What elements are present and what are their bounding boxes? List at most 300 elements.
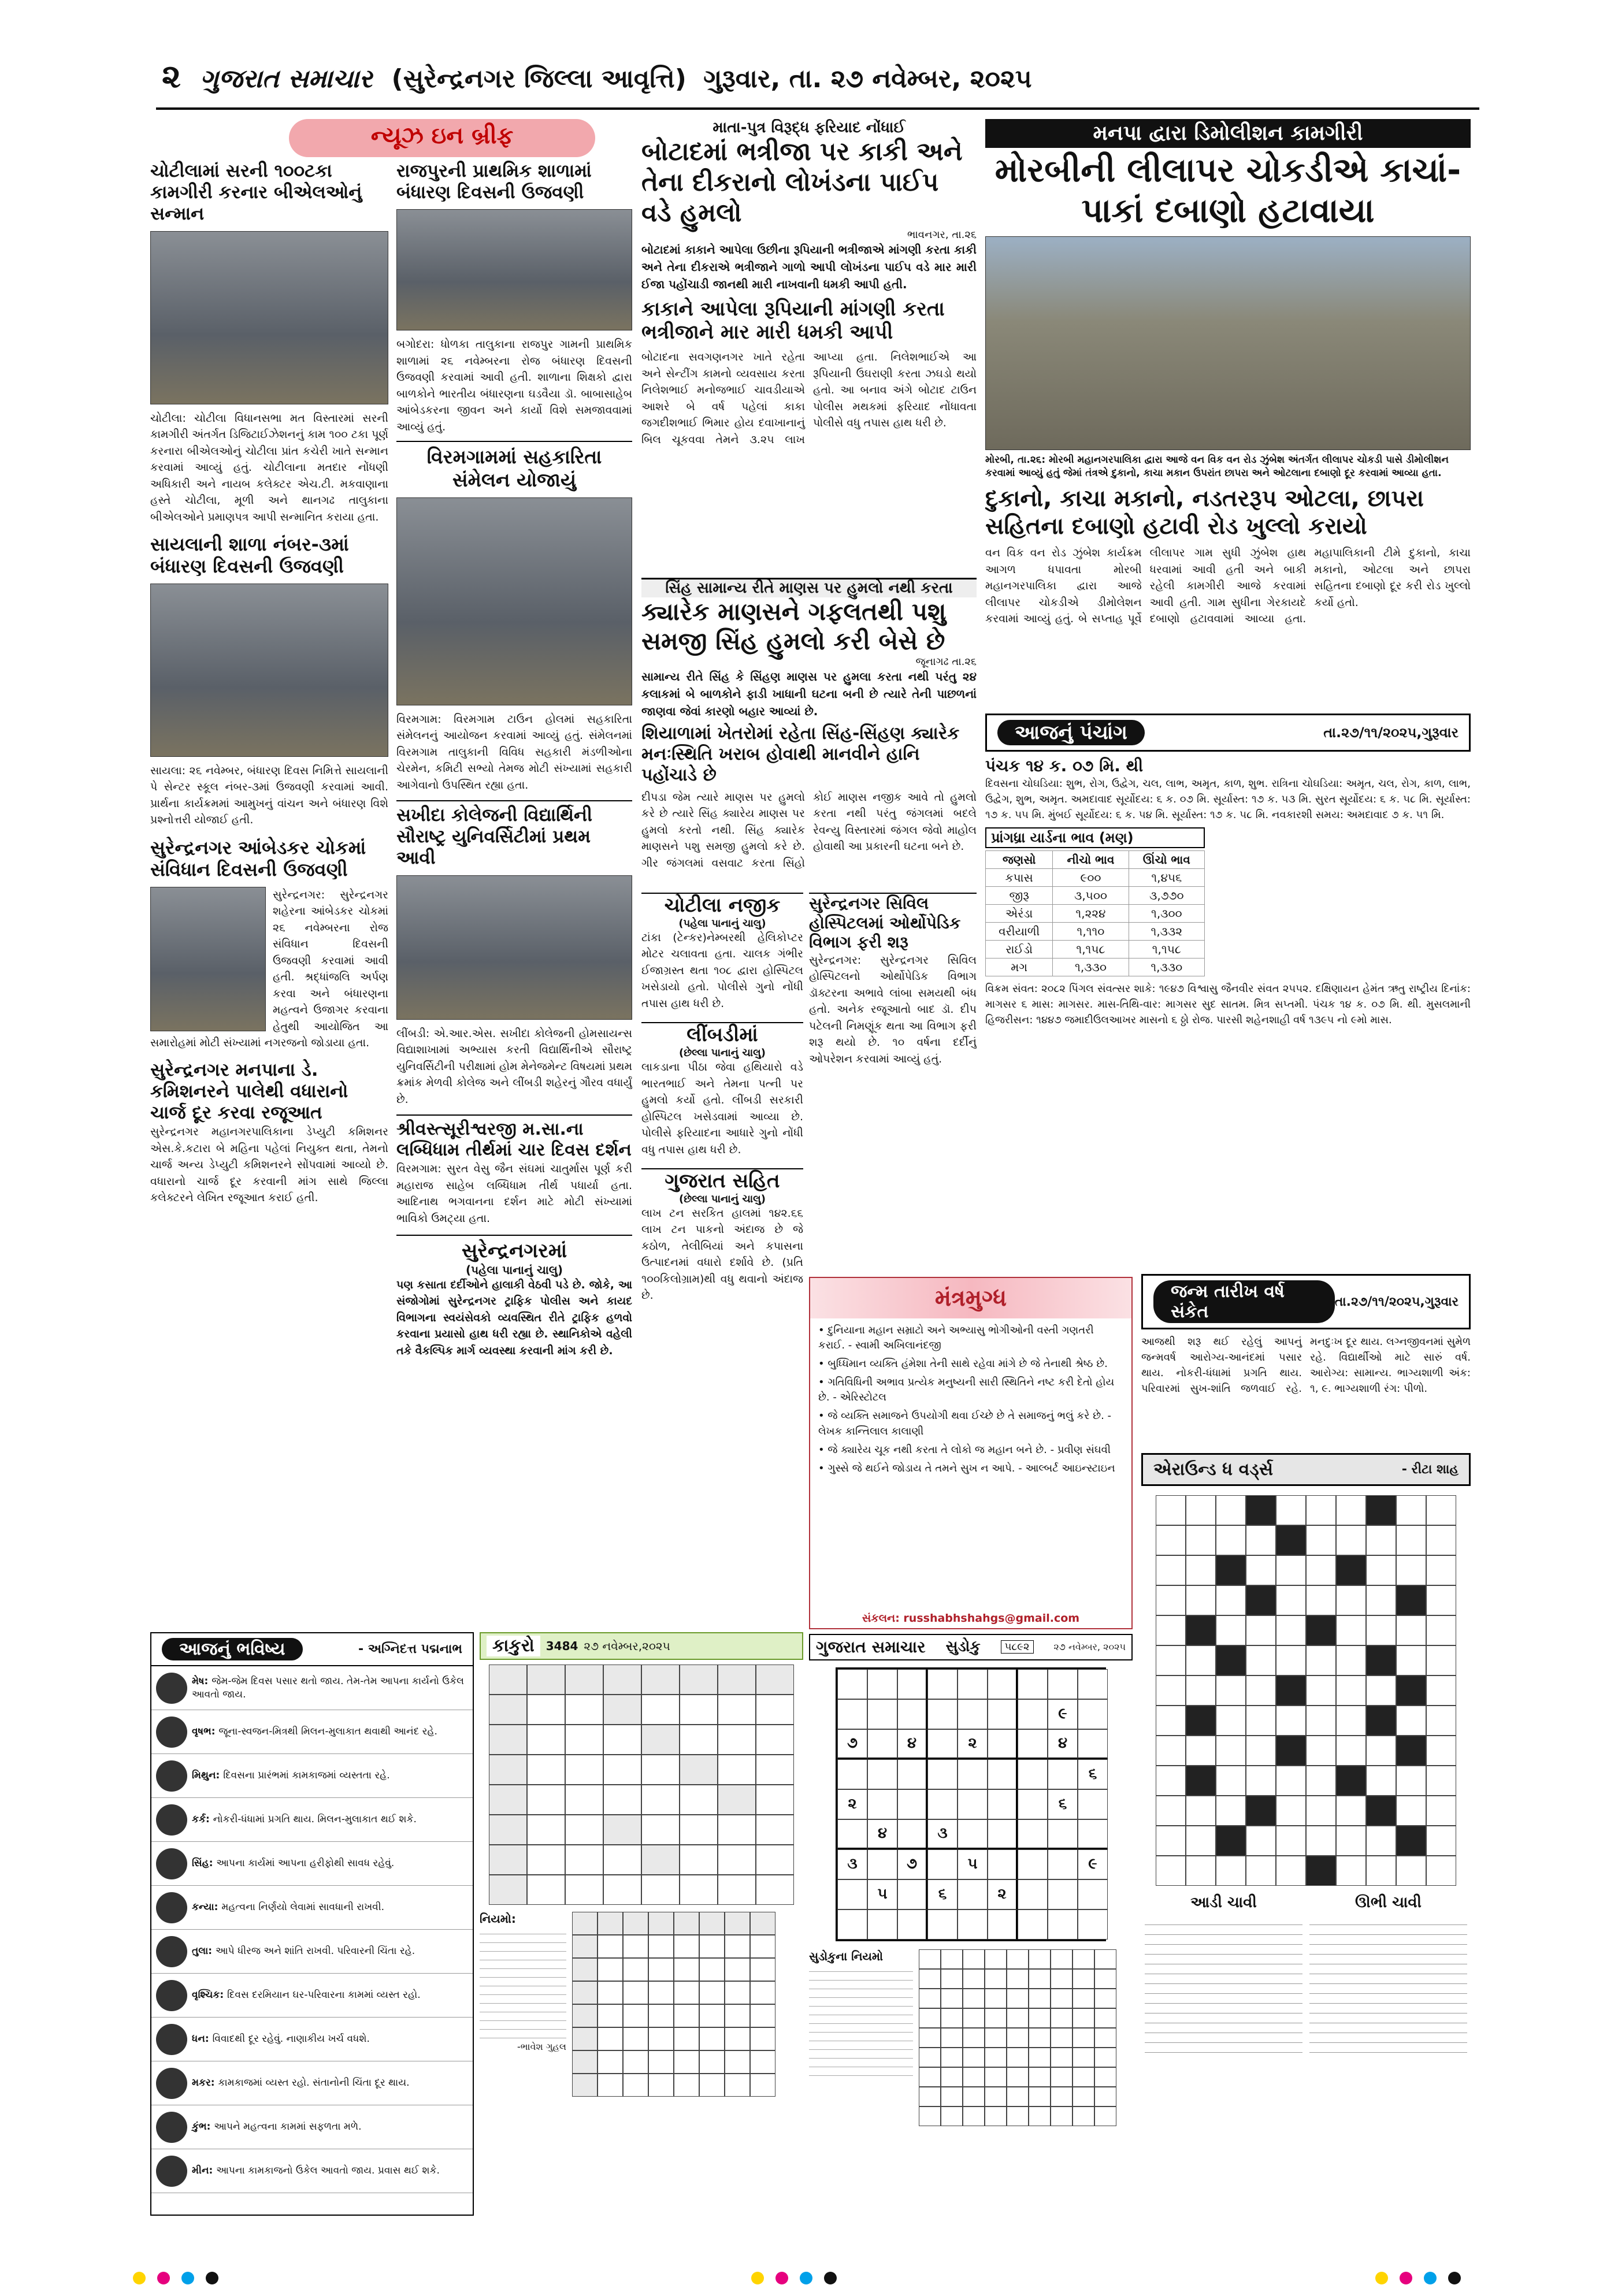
crossword-cell (1186, 1706, 1216, 1736)
sudoku-solution-cell (1029, 2028, 1051, 2048)
kakuro-solution-cell (648, 2050, 674, 2074)
crossword-cell (1366, 1706, 1396, 1736)
sudoku-cell (867, 1849, 897, 1879)
yellow-mark (751, 2272, 764, 2284)
yard-table-row (986, 887, 1205, 905)
sudoku-cell: ૨ (958, 1729, 988, 1759)
zodiac-icon (156, 1980, 187, 2011)
yard-table-title: પ્રાંગધ્રા યાર્ડના ભાવ (મણ) (985, 827, 1205, 849)
yard-table-row (986, 905, 1205, 923)
sign-name: વૃષભ: (192, 1726, 219, 1738)
crossword-cell (1276, 1706, 1306, 1736)
sudoku-solution-cell (963, 2106, 985, 2126)
horoscope-row (151, 2061, 473, 2105)
ambedkar-chowk-body: સુરેન્દ્રનગર: સુરેન્દ્રનગર શહેરના આંબેડકર ચોકમાં ૨૬ નવેમ્બરના રોજ સંવિધાન દિવસની ઉજવણી કરવામાં આવી હતી. શ્રદ્ધાંજલિ અર્પણ કરવા અને બંધારણના મહત્વને ઉજાગર કરવાના હેતુથી આયોજિત આ સમારોહમાં મોટી સંખ્યામાં નગરજનો જોડાયા હતા. (150, 888, 388, 1050)
crossword-grid (1156, 1495, 1456, 1886)
sudoku-cell (988, 1729, 1018, 1759)
sudoku-grid (836, 1667, 1106, 1941)
sudoku-cell: ૭ (837, 1729, 867, 1759)
kakuro-cell (527, 1695, 565, 1725)
sudoku-rules-title: સુડોકુના નિયમો (809, 1949, 883, 1963)
sudoku-solution-cell (1073, 2048, 1094, 2067)
kakuro-solution-cell (598, 1958, 623, 1981)
sudoku-solution-cell (1007, 2087, 1029, 2106)
kakuro-solution-cell (648, 2004, 674, 2027)
kakuro-solution-cell (674, 2074, 699, 2097)
sudoku-solution-cell (985, 2028, 1007, 2048)
panchang-date: તા.૨૭/૧૧/૨૦૨૫,ગુરૂવાર (1323, 725, 1459, 741)
crossword-cell (1276, 1585, 1306, 1615)
kakuro-solution-cell (725, 2050, 750, 2074)
sudoku-solution-cell (1051, 2008, 1073, 2028)
kakuro-solution-cell (750, 2004, 775, 2027)
kakuro-cell (756, 1845, 794, 1875)
kakuro-cell (718, 1815, 756, 1845)
crossword-cell (1336, 1796, 1366, 1826)
sudoku-solution-cell (1007, 2048, 1029, 2067)
kakuro-solution-cell (699, 1912, 725, 1935)
horoscope-row (151, 2105, 473, 2149)
crossword-cell (1276, 1736, 1306, 1766)
sudoku-cell (958, 1909, 988, 1940)
sudoku-cell (988, 1849, 1018, 1879)
sudoku-cell (958, 1819, 988, 1849)
crossword-cell (1366, 1766, 1396, 1796)
crossword-cell (1216, 1675, 1246, 1706)
kakuro-cell (489, 1725, 527, 1755)
sudoku-solution-cell (919, 2087, 941, 2106)
crossword-cell (1426, 1766, 1456, 1796)
registration-marks-right (1375, 2272, 1461, 2284)
yard-table-row (986, 941, 1205, 958)
kakuro-solution-cell (674, 1981, 699, 2004)
sudoku-solution-cell (919, 1989, 941, 2008)
sudoku-solution-cell (1029, 1989, 1051, 2008)
crossword-cell (1426, 1645, 1456, 1675)
kakuro-solution-cell (725, 1981, 750, 2004)
kakuro-solution-cell (572, 1935, 598, 1958)
sudoku-solution-cell (985, 2106, 1007, 2126)
botad-subhead: કાકાને આપેલા રૂપિયાની માંગણી કરતા ભત્રીજાને માર મારી ધમકી આપી (641, 297, 945, 344)
page-number: ૨ (162, 58, 181, 95)
sudoku-cell (837, 1669, 867, 1699)
kakuro-cell (489, 1875, 527, 1905)
crossword-cell (1156, 1766, 1186, 1796)
crossword-cell (1276, 1495, 1306, 1525)
sudoku-solution-cell (1051, 1949, 1073, 1969)
kakuro-cell (680, 1815, 718, 1845)
registration-marks-center (751, 2272, 837, 2284)
crossword-cell (1216, 1826, 1246, 1856)
crossword-cell (1186, 1826, 1216, 1856)
sudoku-solution-cell (941, 2106, 963, 2126)
sign-name: મેષ: (192, 1675, 212, 1687)
sudoku-cell (958, 1759, 988, 1789)
sudoku-cell (897, 1909, 927, 1940)
sayla-school-body: સાયલા: ૨૬ નવેમ્બર, બંધારણ દિવસ નિમિત્તે સાયલાની પે સેન્ટર સ્કૂલ નંબર-૩માં ઉજવણી કરવામાં આવી. પ્રાર્થના કાર્યક્રમમાં આમુખનું વાંચન અને બંધારણ વિશે પ્રશ્નોત્તરી યોજાઈ હતી. (150, 764, 388, 827)
sudoku-solution-cell (941, 2067, 963, 2087)
sudoku-solution-cell (1007, 1989, 1029, 2008)
sudoku-solution-cell (1073, 2067, 1094, 2087)
lion-kicker: સિંહ સામાન્ય રીતે માણસ પર હુમલો નથી કરતા (641, 579, 977, 597)
sudoku-solution-cell (1094, 2067, 1116, 2087)
sudoku-cell (1018, 1819, 1048, 1849)
labdhidham-headline: શ્રીવસ્ત્સૂરીશ્વરજી મ.સા.ના લબ્ધિધામ તીર્થમાં ચાર દિવસ દર્શન (396, 1114, 632, 1161)
zodiac-icon (156, 2156, 187, 2187)
sudoku-solution-cell (919, 2048, 941, 2067)
kakuro-cell (489, 1785, 527, 1815)
kakuro-solution-cell (674, 2027, 699, 2050)
sudoku-rules-text (809, 1963, 913, 2079)
magenta-mark (775, 2272, 788, 2284)
horoscope-text: મેષ: જેમ-જેમ દિવસ પસાર થતો જાય. તેમ-તેમ આપના કાર્યનો ઉકેલ આવતો જાય. (192, 1675, 465, 1700)
surendranagar-carryover-title: સુરેન્દ્રનગરમાં (396, 1235, 632, 1263)
kakuro-cell (641, 1665, 680, 1695)
botad-story (641, 119, 977, 575)
crossword-cell (1306, 1856, 1336, 1886)
sudoku-solution-cell (985, 2048, 1007, 2067)
kakuro-solution-cell (572, 1981, 598, 2004)
crossword-cell (1156, 1856, 1186, 1886)
sudoku-solution-cell (985, 1989, 1007, 2008)
panchang-body-2: વિક્રમ સંવત: ૨૦૮૨ પિંગલ સંવત્સર શાકે: ૧૯૪૭ વિશ્વાસુ જૈનવીર સંવત ૨૫૫૨. દક્ષિણાયન હેમંત ઋતુ રાષ્ટ્રીય દિનાંક: માગસર ૬ માસ: માગસર. માસ-તિથિ-વાર: માગસર સુદ સાતમ. મિત્ર સપ્તમી. પંચક ૧૪ ક. ૦૭ મિ. થી. મુસલમાની હિજરીસન: ૧૪૪૭ જમાદીઉલઆખર માસનો ૬ ઠ્ઠો રોજ. પારસી શહેનશાહી વર્ષ ૧૩૯૫ નો ૯મો માસ. (985, 983, 1471, 1027)
sudoku-solution-cell (1094, 2106, 1116, 2126)
ambedkar-statue-photo (150, 887, 266, 1031)
registration-marks-left (133, 2272, 218, 2284)
kakuro-solution-cell (648, 1981, 674, 2004)
yard-table-cell: એરંડા (986, 905, 1053, 923)
sign-name: મકર: (192, 2077, 218, 2089)
brief-column-2 (396, 161, 632, 1628)
crossword-cell (1156, 1826, 1186, 1856)
sudoku-solution-cell (941, 2087, 963, 2106)
horoscope-row (151, 1974, 473, 2018)
crossword-cell (1396, 1495, 1426, 1525)
botad-headline: બોટાદમાં ભત્રીજા પર કાકી અને તેના દીકરાનો લોખંડના પાઈપ વડે હુમલો (641, 137, 963, 228)
sign-name: તુલા: (192, 1945, 216, 1957)
mantra-list (810, 1318, 1131, 1484)
lion-dateline: જૂનાગઢ તા.૨૬ (915, 655, 977, 668)
crossword-cell (1216, 1856, 1246, 1886)
sudoku-cell (867, 1759, 897, 1789)
kakuro-solution-cell (674, 1935, 699, 1958)
sayla-school-headline: સાયલાની શાળા નંબર-૩માં બંધારણ દિવસની ઉજવણી (150, 533, 349, 578)
crossword-cell (1276, 1555, 1306, 1585)
sudoku-cell (988, 1789, 1018, 1819)
kakuro-solution-cell (623, 2074, 648, 2097)
crossword-cell (1306, 1796, 1336, 1826)
horoscope-text: વૃશ્ચિક: દિવસ દરમિયાન ઘર-પરિવારના કામમાં વ્યસ્ત રહો. (192, 1989, 421, 2001)
mantra-title: મંત્રમુગ્ધ (810, 1278, 1131, 1318)
cyan-mark (1424, 2272, 1437, 2284)
panchang-body: દિવસના ચોઘડિયા: શુભ, રોગ, ઉદ્વેગ, ચલ, લાભ, અમૃત, કાળ, શુભ. રાત્રિના ચોઘડિયા: અમૃત, ચલ, રોગ, કાળ, લાભ, ઉદ્વેગ, શુભ, અમૃત. અમદાવાદ સૂર્યોદય: ૬ ક. ૦૭ મિ. સૂર્યાસ્ત: ૧૭ ક. ૫૩ મિ. સુરત સૂર્યોદય: ૬ ક. ૫૮ મિ. સૂર્યાસ્ત: ૧૭ ક. ૫૫ મિ. મુંબઈ સૂર્યોદય: ૬ ક. ૫૪ મિ. સૂર્યાસ્ત: ૧૭ ક. ૫૮ મિ. નવકારશી સમય: અમદાવાદ ૭ ક. ૫૧ મિ. (985, 777, 1471, 821)
sudoku-cell: ૭ (897, 1849, 927, 1879)
crossword-cell (1366, 1796, 1396, 1826)
crossword-cell (1366, 1645, 1396, 1675)
sudoku-solution-cell (963, 1949, 985, 1969)
sudoku-solution-cell (919, 1949, 941, 1969)
sudoku-solution-cell (1029, 2087, 1051, 2106)
crossword-cell (1426, 1826, 1456, 1856)
crossword-cell (1396, 1555, 1426, 1585)
crossword-cell (1306, 1585, 1336, 1615)
crossword-cell (1156, 1675, 1186, 1706)
crossword-cell (1216, 1645, 1246, 1675)
sudoku-solution-cell (1073, 1989, 1094, 2008)
cyan-mark (181, 2272, 194, 2284)
across-title: આડી ચાવી (1190, 1894, 1257, 1911)
horoscope-list (151, 1666, 473, 2193)
sudoku-cell (897, 1879, 927, 1909)
panchang-title: આજનું પંચાંગ (997, 720, 1145, 745)
chotila-carryover-sub: (પહેલા પાનાનું ચાલુ) (678, 917, 766, 930)
sudoku-solution-cell (1051, 2028, 1073, 2048)
kakuro-cell (527, 1845, 565, 1875)
crossword-cell (1186, 1645, 1216, 1675)
deputy-commissioner-body: સુરેન્દ્રનગર મહાનગરપાલિકાના ડેપ્યુટી કમિશનર એસ.કે.કટારા બે મહિના પહેલાં નિયુક્ત થતા, તેમનો ચાર્જ અન્ય ડેપ્યુટી કમિશનરને સોંપવામાં આવ્યો છે. વધારાનો ચાર્જ દૂર કરવાની માંગ સાથે જિલ્લા કલેક્ટરને લેખિત રજૂઆત કરાઈ હતી. (150, 1125, 388, 1205)
rajpur-school-headline: રાજપુરની પ્રાથમિક શાળામાં બંધારણ દિવસની ઉજવણી (396, 161, 592, 203)
botad-kicker: માતા-પુત્ર વિરૂદ્ધ ફરિયાદ નોંધાઈ (712, 119, 906, 136)
sign-name: ધન: (192, 2033, 213, 2045)
kakuro-cell (527, 1755, 565, 1785)
kakuro-cell (718, 1665, 756, 1695)
sudoku-solution-cell (941, 2048, 963, 2067)
sudoku-solution-cell (1051, 1989, 1073, 2008)
yard-table-row (986, 869, 1205, 887)
lion-subhead: શિયાળામાં ખેતરોમાં રહેતા સિંહ-સિંહણ ક્યારેક મનઃસ્થિતિ ખરાબ હોવાથી માનવીને હાનિ પહોંચાડે છે (641, 723, 960, 785)
sudoku-date: ૨૭ નવેમ્બર, ૨૦૨૫ (1053, 1641, 1126, 1652)
crossword-cell (1396, 1675, 1426, 1706)
kakuro-cell (756, 1665, 794, 1695)
sudoku-cell (1078, 1909, 1108, 1940)
kakuro-cell (489, 1815, 527, 1845)
sakhida-college-body: લીંબડી: એ.આર.એસ. સખીદા કોલેજની હોમસાયન્સ વિદ્યાશાખામાં અભ્યાસ કરતી વિદ્યાર્થિનીએ સૌરાષ્ટ્ર યુનિવર્સિટીની પરીક્ષામાં હોમ મેનેજમેન્ટ વિષયમાં પ્રથમ ક્રમાંક મેળવી કોલેજ અને લીંબડી શહેરનું ગૌરવ વધાર્યું છે. (396, 1027, 632, 1106)
sudoku-cell (1048, 1879, 1078, 1909)
kakuro-cell (565, 1695, 603, 1725)
crossword-cell (1426, 1615, 1456, 1645)
sudoku-cell: ૩ (927, 1819, 958, 1849)
crossword-cell (1336, 1706, 1366, 1736)
sudoku-solution-cell (985, 1969, 1007, 1989)
crossword-cell (1246, 1615, 1276, 1645)
sudoku-solution-cell (1073, 2087, 1094, 2106)
botad-lead: બોટાદમાં કાકાને આપેલા ઉછીના રૂપિયાની ભત્રીજાએ માંગણી કરતા કાકી અને તેના દીકરાએ ભત્રીજાને ગાળો આપી લોખંડના પાઈપ વડે માર મારી ઈજા પહોંચાડી જાનથી મારી નાખવાની ધમકી આપી હતી. (641, 242, 977, 291)
crossword-cell (1426, 1585, 1456, 1615)
crossword-cell (1306, 1736, 1336, 1766)
crossword-header (1141, 1453, 1471, 1486)
sudoku-cell: ૬ (927, 1879, 958, 1909)
kakuro-cell (718, 1785, 756, 1815)
horoscope-row (151, 2018, 473, 2061)
kakuro-solution-cell (623, 1935, 648, 1958)
sudoku-title: સુડોકુ (945, 1638, 981, 1656)
yard-table-cell: ૧,૩૩૦ (1129, 958, 1204, 976)
yard-table-header: ઊંચો ભાવ (1129, 851, 1204, 869)
kakuro-cell (641, 1875, 680, 1905)
sudoku-solution-cell (963, 2028, 985, 2048)
sudoku-cell (927, 1909, 958, 1940)
sudoku-cell (958, 1699, 988, 1729)
sudoku-solution-grid (919, 1949, 1116, 2126)
zodiac-icon (156, 2068, 187, 2099)
sudoku-solution-cell (919, 2106, 941, 2126)
sudoku-cell (1048, 1909, 1078, 1940)
gujarat-carryover-sub: (છેલ્લા પાનાનું ચાલુ) (678, 1192, 766, 1205)
crossword-cell (1306, 1495, 1336, 1525)
kakuro-cell (565, 1845, 603, 1875)
chotila-blo-headline: ચોટીલામાં સરની ૧૦૦ટકા કામગીરી કરનાર બીએલઓનું સન્માન (150, 161, 362, 225)
zodiac-icon (156, 1760, 187, 1792)
crossword-cell (1186, 1555, 1216, 1585)
crossword-cell (1306, 1525, 1336, 1555)
kakuro-cell (565, 1875, 603, 1905)
sudoku-solution-cell (963, 1989, 985, 2008)
botad-dateline: ભાવનગર, તા.૨૬ (907, 228, 977, 241)
sudoku-cell (927, 1699, 958, 1729)
sudoku-cell (927, 1849, 958, 1879)
birthday-body: આજથી શરૂ થઈ રહેલું આપનું જન્મવર્ષ આરોગ્ય-આનંદમાં પસાર થાય. નોકરી-ધંધામાં પ્રગતિ થાય. પરિવારમાં સુખ-શાંતિ જળવાઈ રહે. મનદુઃખ દૂર થાય. લગ્નજીવનમાં સુમેળ રહે. વિદ્યાર્થીઓ માટે સારું વર્ષ. આરોગ્ય: સામાન્ય. ભાગ્યશાળી અંક: ૧, ૯. ભાગ્યશાળી રંગ: પીળો. (1141, 1336, 1471, 1395)
crossword-cell (1276, 1675, 1306, 1706)
kakuro-solution-cell (648, 1958, 674, 1981)
sudoku-solution-cell (1029, 2067, 1051, 2087)
deputy-commissioner-headline: સુરેન્દ્રનગર મનપાના ડે. કમિશનરને પાલેથી વધારાનો ચાર્જ દૂર કરવા રજૂઆત (150, 1059, 348, 1123)
sudoku-cell (988, 1909, 1018, 1940)
mantra-item: • દુનિયાના મહાન સમ્રાટો અને અભ્યાસુ ભોગીઓની વસ્તી ગણતરી કરાઈ. - સ્વામી અખિલાનંદજી (818, 1324, 1094, 1352)
crossword-cell (1366, 1615, 1396, 1645)
kakuro-solution-grid (572, 1912, 775, 2097)
kakuro-solution-cell (598, 2050, 623, 2074)
sudoku-cell (837, 1879, 867, 1909)
crossword-cell (1246, 1525, 1276, 1555)
sudoku-cell (1048, 1669, 1078, 1699)
crossword-cell (1216, 1495, 1246, 1525)
sudoku-cell (1018, 1849, 1048, 1879)
yard-table-cell: ૧,૩૩૦ (1053, 958, 1129, 976)
crossword-cell (1276, 1525, 1306, 1555)
sudoku-cell (1048, 1759, 1078, 1789)
sudoku-cell (1018, 1879, 1048, 1909)
sign-name: મિથુન: (192, 1770, 224, 1782)
crossword-cell (1216, 1796, 1246, 1826)
kakuro-cell (527, 1725, 565, 1755)
kakuro-cell (565, 1755, 603, 1785)
kakuro-cell (756, 1785, 794, 1815)
kakuro-solution-cell (598, 1912, 623, 1935)
sudoku-cell: ૪ (897, 1729, 927, 1759)
yard-table-cell: ૧,૪૫૬ (1129, 869, 1204, 887)
sudoku-cell (837, 1699, 867, 1729)
crossword-cell (1246, 1796, 1276, 1826)
sudoku-solution-cell (1029, 1969, 1051, 1989)
yard-table-cell: ૯૦૦ (1053, 869, 1129, 887)
mantra-item: • ગુસ્સે જે થઈને જોડાય તે તમને સુખ ન આપે. - આલ્બર્ટ આઇન્સ્ટાઇન (818, 1462, 1115, 1474)
yard-price-table (985, 850, 1205, 976)
chotila-carryover-body: ટાંકા (ટેન્કર)નેમ્બરથી હેલિકોપ્ટર મોટર ચલાવતા હતા. ચાલક ગંભીર ઈજાગ્રસ્ત થતા ૧૦૮ દ્વારા હોસ્પિટલ ખસેડાયો હતો. પોલીસે ગુનો નોંધી તપાસ હાથ ધરી છે. (641, 931, 803, 1010)
crossword-cell (1366, 1675, 1396, 1706)
sudoku-cell (837, 1759, 867, 1789)
sudoku-rules (809, 1949, 913, 2126)
sudoku-cell (897, 1699, 927, 1729)
kakuro-solution-cell (750, 2027, 775, 2050)
yard-table-cell: જીરૂ (986, 887, 1053, 905)
zodiac-icon (156, 1673, 187, 1704)
crossword-cell (1366, 1585, 1396, 1615)
crossword-cell (1186, 1495, 1216, 1525)
crossword-cell (1426, 1856, 1456, 1886)
crossword-cell (1246, 1645, 1276, 1675)
sudoku-solution-cell (1073, 2106, 1094, 2126)
sudoku-solution-cell (1007, 1949, 1029, 1969)
sudoku-solution-cell (919, 2028, 941, 2048)
sudoku-cell: ૨ (837, 1789, 867, 1819)
kakuro-rules (480, 1912, 566, 2097)
kakuro-solution-cell (674, 2004, 699, 2027)
kakuro-cell (680, 1785, 718, 1815)
horoscope-row (151, 1842, 473, 1886)
kakuro-solution-cell (725, 1935, 750, 1958)
sudoku-number: ૫૮૯૨ (1001, 1640, 1034, 1654)
crossword-cell (1246, 1826, 1276, 1856)
sudoku-solution-cell (941, 1989, 963, 2008)
horoscope-text: સિંહ: આપના કાર્યમાં આપના હરીફોથી સાવધ રહેવું. (192, 1857, 395, 1870)
zodiac-icon (156, 2024, 187, 2055)
sudoku-solution-cell (1073, 1949, 1094, 1969)
sudoku-logo: ગુજરાત સમાચાર (816, 1637, 926, 1656)
kakuro-cell (603, 1725, 641, 1755)
black-mark (1448, 2272, 1461, 2284)
kakuro-cell (641, 1755, 680, 1785)
sudoku-solution-cell (985, 1949, 1007, 1969)
lion-story (641, 578, 977, 890)
mantra-footer: સંકલન: russhabhshahgs@gmail.com (862, 1612, 1080, 1625)
newspaper-logo: ગુજરાત સમાચાર (200, 64, 373, 94)
morbi-kicker: મનપા દ્વારા ડિમોલીશન કામગીરી (985, 119, 1471, 148)
crossword-cell (1306, 1826, 1336, 1856)
sudoku-solution-cell (1094, 2087, 1116, 2106)
sudoku-cell (867, 1729, 897, 1759)
crossword-down (1306, 1894, 1471, 2063)
zodiac-icon (156, 1936, 187, 1967)
crossword-cell (1246, 1706, 1276, 1736)
yard-table-cell: કપાસ (986, 869, 1053, 887)
limbdi-carryover-body: લાકડાના પીઠા જેવા હથિયારો વડે ભારતભાઈ અને તેમના પત્ની પર હુમલો કર્યો હતો. લીંબડી સરકારી હોસ્પિટલ ખસેડવામાં આવ્યા છે. પોલીસે ફરિયાદના આધારે ગુનો નોંધી વધુ તપાસ હાથ ધરી છે. (641, 1061, 803, 1156)
crossword-cell (1426, 1736, 1456, 1766)
yard-table-cell: મગ (986, 958, 1053, 976)
panchang-box (985, 714, 1471, 1268)
sudoku-cell (1078, 1699, 1108, 1729)
crossword-title: એરાઉન્ડ ધ વર્ડ્સ (1153, 1459, 1274, 1480)
horoscope-text: કર્ક: નોકરી-ધંધામાં પ્રગતિ થાય. મિલન-મુલાકાત થઈ શકે. (192, 1814, 417, 1826)
kakuro-cell (603, 1815, 641, 1845)
sudoku-solution-cell (919, 1969, 941, 1989)
kakuro-solution-cell (572, 2004, 598, 2027)
crossword-cell (1276, 1826, 1306, 1856)
birthday-date: તા.૨૭/૧૧/૨૦૨૫,ગુરૂવાર (1334, 1294, 1459, 1309)
viramgam-cooperative-body: વિરમગામ: વિરમગામ ટાઉન હોલમાં સહકારિતા સંમેલનનું આયોજન કરવામાં આવ્યું હતું. સંમેલનમાં વિરમગામ તાલુકાની વિવિધ સહકારી મંડળીઓના ચેરમેન, કમિટી સભ્યો તેમજ મોટી સંખ્યામાં સહકારી આગેવાનો ઉપસ્થિત રહ્યા હતા. (396, 712, 632, 792)
down-title: ઊભી ચાવી (1355, 1894, 1422, 1911)
kakuro-solution-cell (572, 2027, 598, 2050)
crossword-cell (1396, 1585, 1426, 1615)
crossword-cell (1336, 1826, 1366, 1856)
crossword-across (1141, 1894, 1306, 2063)
sudoku-cell (988, 1699, 1018, 1729)
crossword-cell (1336, 1585, 1366, 1615)
yard-table-cell: ૧,૩૩૨ (1129, 923, 1204, 941)
kakuro-cell (489, 1755, 527, 1785)
kakuro-title: કાકુરો (487, 1636, 540, 1656)
sudoku-solution-cell (1051, 2048, 1073, 2067)
kakuro-solution-cell (572, 1912, 598, 1935)
